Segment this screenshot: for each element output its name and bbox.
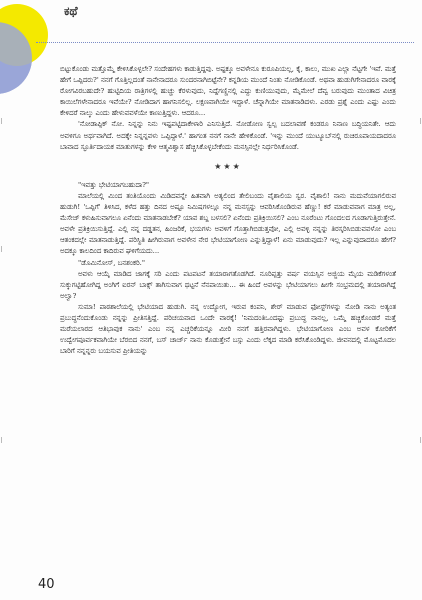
crop-mark bbox=[1, 118, 2, 124]
header-divider bbox=[36, 42, 414, 43]
paragraph: ಸುಮಾ! ಪಾಠಶಾಲೆಯಲ್ಲಿ ಭೇಟಿಯಾದ ಹುಡುಗಿ. ನನ್ನ ಉದ್ಯೋಗ, ಇರುವ ಕಂಪನಿ, ಶೇರ್ ಮಾಡುವ ಫೋಸ್ಟ್‌ಗಳನ್ನು ನೋಡಿ ನಾನು ಅತ್ಯಂತ ಪ್ರಬುದ್ಧನೆಂದುಕೊಂಡು ನನ್ನನ್ನು ಪ್ರೀತಿಸತ್ತಿದ್ದೆ. ಪರಿಚಯವಾದ ಒಂದೇ ವಾರಕ್ಕೆ! 'ನಿಮದಂತಿಒಂದಷ್ಟು ಪ್ರಬುದ್ಧ ನಾನಲ್ಲ, ಒಮ್ಮೆ ಹಚ್ಚಿಕೊಂಡರೆ ಮತ್ತೆ ಮರೆಯಲಾರದ ಆತಿಭಾವುಕ ನಾನು' ಎಂಬ ನನ್ನ ಎಚ್ಚರಿಕೆಯನ್ನೂ ಮೀರಿ ನನಗೆ ಹತ್ತಿರವಾಗಿದ್ದಳು. ಭೇಟಿಯಾಗೋಣ ಎಂಬ ಅವಳ ಕೋರಿಕೆಗೆ ಉದ್ವೇಗಪೂರ್ವಕವಾಗಿಯೇ ಬೆರಬಿದ ನನಗೆ, ಬಸ್ ಚಾರ್ಜ್ ನಾನು ಕೊಡುತ್ತೇನೆ ಬಸ್ಸು ಎಂದು ಲೆಕ್ಕದ ಮಾಡಿ ಕರೆಸಿಕೊಂಡಿದ್ದಳು. ಜೀವನದಲ್ಲಿ ಮೊಟ್ಟಮೊದಲ ಬಾರಿಗೆ ನನ್ನನ್ನರು ಬಯಸುವ ಪ್ರೀತಿಯನ್ನು bbox=[60, 302, 396, 356]
dialogue-line: "ಡೊಮಿನೋಸ್, ಬನಶಂಕರಿ." bbox=[78, 258, 146, 267]
crop-mark bbox=[1, 246, 2, 252]
paragraph: ಅವಳು ಆಯ್ಕೆ ಮಾಡಿದ ಜಾಗಕ್ಕೆ ಸರಿ ಎಂದು ಪಟಪಟನೆ ತಯಾರಾಗತೊಡಗಿದೆ. ನೂರಿಪ್ಪತ್ತು ವರ್ಷ ವಯಸ್ಸಿನ ಅಜ್ಜಿಯ ಮೈಯ ಮಡಿಕೆಗಳಂತೆ ಸುಕ್ಕುಗಟ್ಟಿಹೋಗಿದ್ದ ಅಂಗಿಗೆ ಐರನ್ ಬಾಕ್ಸ್ ತಾಗಿಸುವಾಗ ಥಟ್ಟನೆ ನೆನಪಾಯಿತು... ಈ ಹಿಂದೆ ಅವಳನ್ನು ಭೇಟಿಯಾಗಲು ಹೀಗೇ ಸಂಭ್ರಮದಲ್ಲಿ ತಯಾರಾಗಿದ್ದೆ ಅಲ್ವಾ? bbox=[60, 269, 396, 300]
page-number: 40 bbox=[38, 577, 55, 592]
paragraph: ಮಾಲೆಯಲ್ಲಿ ಮಿಂದ ತಂತಿಯೊಂದು ಮಿಡಿದವನ್ನೇ ಹಿತವಾಗಿ ಅತ್ಯಲಿಂದ ತೇಲಿಬಂದು ವೈಶಾಲಿಯ ಸ್ವರ. ವೈಶಾಲಿ! ನಾನು ಮದುವೆಯಾಗಲಿರುವ ಹುಡುಗಿ! 'ಒಪ್ಪಿಗೆ' ತಿಳಿಸಿದ, ಕಳೆದ ಹತ್ತು ದಿನದ ಅಷ್ಟೂ ನಿಮಿಷಗಳಲ್ಲೂ ನನ್ನ ಮನಸ್ಸನ್ನು ಆವರಿಸಿಕೊಂಡಿರುವ ಹೆಣ್ಣು! ಕರೆ ಮಾಡುವವಾಗ ಮಾತ್ರ ಅಲ್ಲ, ಮೆಸೇಜ್ ಕಳುಹಿಸುವಾಗಲೂ ಏನೆಂದು ಮಾತನಾಡಬೇಕೆ? ಯಾವ ಶಬ್ದ ಬಳಸಲಿ? ಏನೆಂದು ಪ್ರತಿಕ್ರಿಯಿಸಲಿ? ಎಂಬ ನೂರೆಂಟು ಗೊಂದಲದ ಗೂಡಾಗುತ್ತಿರುತ್ತೇನೆ. ಅವಳೇ ಪ್ರತಿಕ್ರಿಯಿಸುತ್ತಿದ್ದೆ. ಎಲ್ಲಿ ನನ್ನ ದಡ್ಡತನ, ಹಿಂಜರಿಕೆ, ಭಯಗಳು ಅವಳಿಗೆ ಗೊತ್ತಾಗಿಬಿಡುತ್ತವೋ, ಎಲ್ಲಿ ಅವಳ್ಳಿ ನನ್ನನ್ನು ತಿರಸ್ಕರಿಸಿಬಿಡುವವಳೋ ಎಂಬ ಆತಂಕದಲ್ಲೇ ಮಾತನಾಡುತ್ತಿದ್ದೆ. ಪರಿಸ್ಥಿತಿ ಹೀಗಿರುವಾಗ ಅವಳೇನ ನೇರ ಭೇಟಿಯಾಗೋಣ ಎನ್ನುತ್ತಿದ್ದಾಳೆ! ಏನು ಮಾಡುವುದು? ಇಲ್ಲ ಎನ್ನುವುದಾದರೂ ಹೇಗೆ? ಅದಕ್ಕೂ ಕಾಲದಿಂದ ಕಾದಿರುವ ಘಳಿಗೆಯದು... bbox=[60, 191, 396, 256]
crop-mark bbox=[420, 437, 421, 443]
crop-mark bbox=[1, 437, 2, 443]
dialogue-line: "ಇವತ್ತು ಭೇಟಿಯಾಗಬಹುದಾ?" bbox=[78, 180, 150, 189]
article-body bbox=[60, 64, 396, 357]
crop-mark bbox=[420, 118, 421, 124]
paragraph: 'ನೋಡಾಪ್ಪಿಕ್ ನೋ. ನಿನ್ನನ್ನು ನಿನು ಇಷ್ಟಪಟ್ಟಿದಾಕೇಳಾರಿ ಎನಿಸುತ್ತಿದೆ. ನೋಡೋಣ ಸ್ವಲ್ಪ ಬದಲಾವಣೆ ಕಂಡರೂ ನಿನಾಣ ಬದ್ಧಿಯನಿತೇ. ಆದು ಅವಳಿಗೂ ಅರ್ಥವಾಗಿದೆ. ಅದಕ್ಕೇ ನಿನ್ನನ್ನವಳು ಒಪ್ಪಿದ್ದಾಳೆ.' ಹಾಗಂತ ನನಗೆ ನಾನೇ ಹೇಳಿಕೊಂಡೆ. 'ಇನ್ನು ಮುಂದೆ ಯುಟ್ಯೂಬ್‌ನಲ್ಲಿ ರುಚಿರೂಪಾಯದಾದರೂ ಬಾವಾದ ಸ್ಫೂರ್ತಿದಾಯಕ ಮಾತುಗಳನ್ನು ಕೇಳಿ ಆತ್ಮವಿಶ್ವಾಸ ಹೆಚ್ಚಿಸಿಕೊಳ್ಳಬೇಕೆಂದು ಮನಸ್ಸಿನಲ್ಲೇ ನಿರ್ಧರಿಸಿಕೊಂಡೆ. bbox=[60, 120, 396, 151]
section-separator: ★★★ bbox=[214, 161, 242, 171]
paragraph: ಬಿಟ್ಟುಕೊಂಡು ಮತ್ತೊಮ್ಮೆ ಕೇಳಿಸಿಕೊಳ್ಳಲೇ? ಸಂದೇಹಗಳು ಕಾಡುತ್ತಿದ್ದವು. ಅಷ್ಟಕ್ಕೂ ಅವಳೇನೂ ಕುರೂಪಿಯಲ್ಲ, ಕೈ, ಕಾಲು, ಮುಖ ಎಲ್ಲಾ ನೆಟ್ಟಗೇ 'ಇವೆ. ಮತ್ತೆ ಹೇಗೆ ಒಪ್ಪಿದರು?' ನನಗೆ ಗೊತ್ತಿಲ್ಲದಂತೆ ನಾನೇನಾದರೂ ಸುಂದರನಾಗಿಬಿಟ್ಟೆನೇ? ಕನ್ನಡಿಯ ಮುಂದೆ ನಿಂತು ನೋಡಿಕೊಂಡೆ. ಅಥವಾ ಹುಡುಗಿಗೇನಾದರೂ ವಾರಕ್ಕೆ ರೋಗವಿರಬಹುದೇ? ಹುಟ್ಟಿದಿಯ ರಾತ್ರಿಗಳಲ್ಲಿ ಹುಚ್ಚು ಕೆರಳುವುದು, ನಿದ್ದೆಗಣ್ಣಿನಲ್ಲಿ ಎದ್ದು ಕುಣಿಯುವುದು, ಮೈಮೇಲೆ ದೆವ್ವ ಬರುವುದು ಮುಂತಾದ ವಿಚಿತ್ರ ಕಾಯಿಲೆಗಳೇನಾದರೂ ಇವೆಯೇ? ನೋಡಿದಾಗ ಹಾಗನಿಸಲಿಲ್ಲ. ಲಕ್ಷಣವಾಗಿಯೇ ಇದ್ದಾಳೆ. ಚೆನ್ನಾಗಿಯೇ ಮಾತನಾಡಿದಳು. ಎರಡು ಪ್ರಶ್ನೆ ಎಂದು ಎಷ್ಟು ಎಂದು ಕೇಳಿದರೆ ನಾಲ್ಕು ಎಂದು ಹೇಳುವವಳೆಯೇ ಕಾಣುತ್ತಿದ್ದಳು. ಆದರೂ... bbox=[60, 65, 396, 118]
section-title: ಕಥೆ bbox=[64, 4, 78, 18]
